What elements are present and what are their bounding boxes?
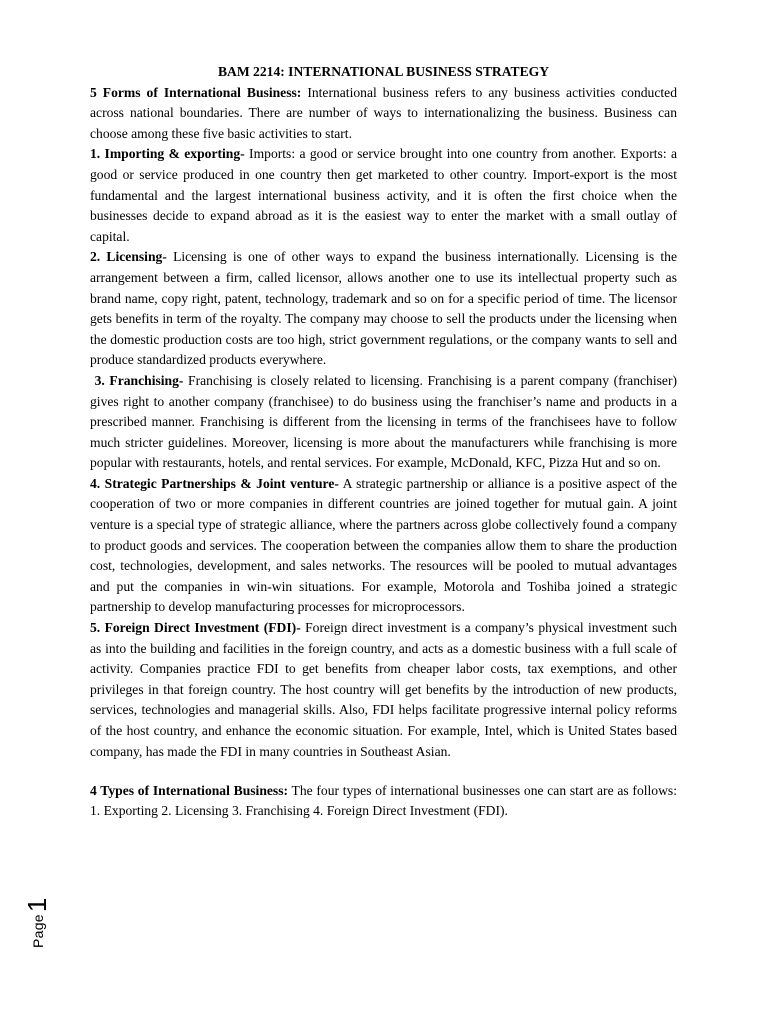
form-text: Franchising is closely related to licensing. Franchising is a parent company (franchiser) gives right to another company (franchisee) to do business using the franchiser’s name and products in a prescribed manner. Franchising is different from the licensing in terms of the franchisees have to follow much stricter guidelines. Moreover, licensing is more about the manufacturers while franchising is more popular with restaurants, hotels, and rental services. For example, McDonald, KFC, Pizza Hut and so on. [90,372,677,471]
form-heading: 5. Foreign Direct Investment (FDI)- [90,620,301,636]
paragraph-spacer [90,762,677,781]
document-title: BAM 2214: INTERNATIONAL BUSINESS STRATEGY [217,64,550,79]
form-text: Licensing is one of other ways to expand the business internationally. Licensing is the arrangement between a firm, called licensor, allows another one to use its intellectual property such as brand name, copy right, patent, technology, trademark and so on for a specific period of time. The licensor gets benefits in term of the royalty. The company may choose to sell the products under the licensing when the domestic production costs are too high, strict government regulations, or the company wants to sell and produce standardized products everywhere. [90,249,677,368]
document-page [90,62,677,822]
page-number: 1 [22,897,52,913]
form-licensing [90,247,677,371]
form-text: A strategic partnership or alliance is a positive aspect of the cooperation of two or more companies in different countries are joined together for mutual gain. A joint venture is a special type of strategic alliance, where the partners across globe collectively found a company to product goods and services. The cooperation between the companies allow them to share the production cost, technologies, development, and sales networks. The resources will be pooled to mutual advantages and put the companies in win-win situations. For example, Motorola and Toshiba joined a strategic partnership to develop manufacturing processes for microprocessors. [90,475,677,615]
form-text: Imports: a good or service brought into one country from another. Exports: a good or service produced in one country then get marketed to other country. Import-export is the most fundamental and the largest international business activity, and it is often the first choice when the businesses decide to expand abroad as it is the easiest way to enter the market with a small outlay of capital. [90,146,677,244]
types-heading: 4 Types of International Business: [90,782,289,798]
page-word: Page [30,914,46,948]
intro-heading: 5 Forms of International Business: [90,84,302,100]
form-heading: 4. Strategic Partnerships & Joint venture- [90,475,339,491]
intro-paragraph [90,83,677,145]
page-number-label [22,888,52,948]
form-heading: 3. Franchising- [94,372,184,388]
form-importing-exporting [90,144,677,247]
types-paragraph [90,781,677,822]
form-heading: 1. Importing & exporting- [90,146,245,162]
form-fdi [90,618,677,762]
form-franchising [90,371,677,474]
form-strategic-partnerships [90,474,677,618]
form-heading: 2. Licensing- [90,249,167,265]
types-text: The four types of international businesses one can start are as follows: 1. Exporting 2. Licensing 3. Franchising 4. Foreign Direct Investment (FDI). [90,782,677,819]
form-text: Foreign direct investment is a company’s physical investment such as into the building and facilities in the foreign country, and acts as a domestic business with a full scale of activity. Companies practice FDI to get benefits from cheaper labor costs, tax exemptions, and other privileges in that foreign country. The host country will get benefits by the introduction of new products, services, technologies and managerial skills. Also, FDI helps facilitate progressive internal policy reforms of the host country, and enhance the economic situation. For example, Intel, which is United States based company, has made the FDI in many countries in Southeast Asian. [90,620,677,759]
intro-text: International business refers to any business activities conducted across national boundaries. There are number of ways to internationalizing the business. Business can choose among these five basic activities to start. [90,84,677,141]
